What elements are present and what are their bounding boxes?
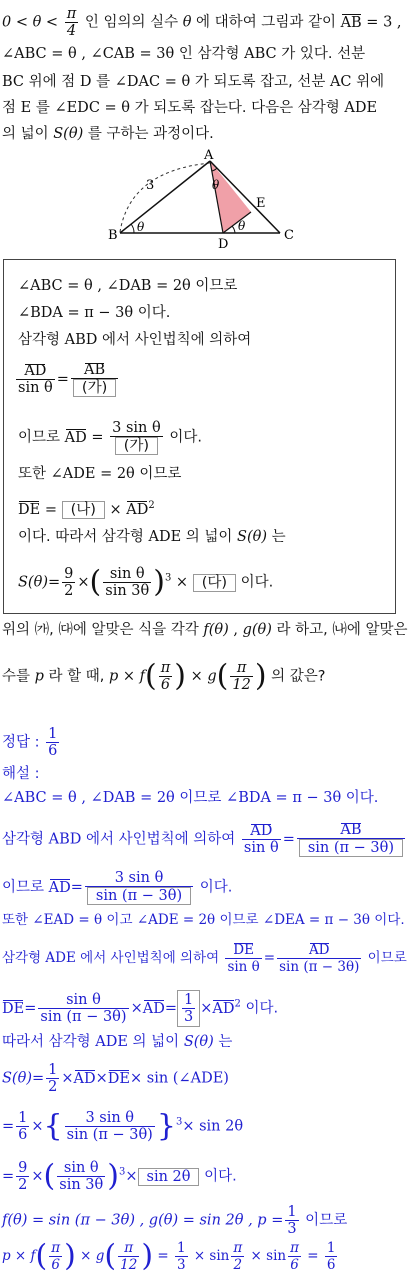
answer-label: 정답 : xyxy=(2,734,40,751)
text: 를 구하는 과정이다. xyxy=(83,126,214,142)
angle-arc-b xyxy=(131,224,134,233)
times: × xyxy=(77,574,90,591)
frac-num: π xyxy=(66,6,77,22)
text: 라 하고, ㈏에 알맞은 xyxy=(271,622,408,638)
frac-num: 1 xyxy=(176,1240,186,1256)
label-length-3: 3 xyxy=(146,178,155,193)
text: 는 xyxy=(213,1034,233,1050)
f-theta: f(θ) xyxy=(203,622,229,638)
angle-dea: ∠DEA = π − 3θ xyxy=(262,912,371,928)
question-line-1 xyxy=(2,620,408,640)
text: 수를 xyxy=(2,668,35,685)
equals: = xyxy=(302,1248,323,1264)
theta-a: θ xyxy=(212,178,220,192)
frac-num: π xyxy=(230,660,252,677)
exponent: 3 xyxy=(118,1166,126,1178)
problem-line-4 xyxy=(2,98,377,118)
text: 이므로 xyxy=(190,278,238,294)
pi-over-6 xyxy=(49,1240,62,1273)
text: 위에 xyxy=(351,74,385,90)
frac-num: 1 xyxy=(184,992,194,1008)
text: 가 되도록 잡는다. 다음은 삼각형 xyxy=(130,100,345,116)
answer-box: sin 2θ xyxy=(138,1168,200,1186)
equals: = xyxy=(153,1248,173,1264)
area-function: S(θ) xyxy=(237,529,268,545)
times: × xyxy=(104,501,127,518)
angle-ead: ∠EAD = θ xyxy=(32,912,103,928)
angle-bda: ∠BDA = π − 3θ xyxy=(226,790,342,806)
sin-angle: × sin (∠ADE) xyxy=(130,1070,229,1087)
pi-over-6 xyxy=(159,660,173,693)
third xyxy=(175,1240,188,1273)
frac-num: 1 xyxy=(48,1062,58,1078)
definitions: f(θ) = sin (π − 3θ) , g(θ) = sin 2θ , p = xyxy=(2,1212,284,1229)
triangle-ade: ADE xyxy=(148,529,182,545)
exponent: 3 xyxy=(164,572,172,584)
triangle-abd: ABD xyxy=(48,831,82,848)
text: 삼각형 xyxy=(18,332,65,348)
frac-den: 12 xyxy=(232,677,251,693)
blank-ga: (가) xyxy=(115,437,158,455)
ratio-ab xyxy=(297,822,405,857)
problem-line-5 xyxy=(2,124,214,144)
segment-ad: AD xyxy=(64,429,87,446)
pi-over-12 xyxy=(118,1240,139,1273)
third xyxy=(285,1204,298,1237)
nine-halves xyxy=(16,1160,29,1193)
angle-ade: ∠ADE = 2θ xyxy=(136,912,216,928)
frac-num: 3 sin θ xyxy=(112,420,161,436)
area-function: S(θ) xyxy=(53,126,84,142)
text: 이다. xyxy=(195,879,233,896)
frac-num: sin θ xyxy=(103,566,151,583)
angle-condition: ∠ABC = θ , ∠CAB = 3θ xyxy=(2,46,175,62)
area-eq: S(θ)= xyxy=(18,574,61,591)
equals: = xyxy=(2,1118,15,1135)
box-line-1 xyxy=(18,276,237,296)
text: 의 넓이 xyxy=(2,126,54,142)
frac-den: sin θ xyxy=(243,840,279,856)
frac-num: π xyxy=(233,1240,243,1256)
frac-den: sin 3θ xyxy=(105,583,150,599)
equals: = xyxy=(40,501,62,518)
frac-num: sin θ xyxy=(57,1160,105,1177)
segment-ab: AB xyxy=(340,822,362,838)
frac-den: 3 xyxy=(184,1009,194,1025)
inequality: 0 < θ < xyxy=(2,14,59,31)
text: 이므로 xyxy=(134,466,182,482)
sixth xyxy=(16,1110,29,1143)
frac-den: 6 xyxy=(48,743,58,759)
angle-bda: ∠BDA = π − 3θ xyxy=(18,305,134,321)
text: 는 xyxy=(267,529,286,545)
segment-ad: AD xyxy=(250,823,273,839)
frac-den: sin (π − 3θ) xyxy=(40,1009,127,1025)
answer-value xyxy=(46,726,59,759)
theta-b: θ xyxy=(137,220,145,234)
text: 가 있다. 선분 xyxy=(276,46,366,62)
triangle-ade: ADE xyxy=(344,100,378,116)
segment-ad: AD xyxy=(73,1070,96,1087)
solution-line-12: p × f( $\frac{\pi}{6}$ ) × g( $\frac{\pi}{12}$ ) = $\frac{1}{3}$ × sin $\frac{\pi}{2}$ × sin $\frac{\pi}{6}$ = $\frac{1}{6}$ xyxy=(2,1238,336,1274)
triangle-name: ABC xyxy=(244,46,277,62)
exponent: 3 xyxy=(175,1116,183,1128)
ratio-ad-sin xyxy=(16,363,55,396)
solution-line-4 xyxy=(2,910,405,930)
times: × xyxy=(171,574,193,591)
frac-num: 3 sin θ xyxy=(65,1110,155,1127)
text: 이다. xyxy=(236,574,274,591)
frac-den: 6 xyxy=(326,1257,336,1273)
label-d: D xyxy=(218,237,229,252)
frac-den: 6 xyxy=(18,1127,28,1143)
text: 의 값은? xyxy=(266,668,326,685)
text: 이다. 따라서 삼각형 xyxy=(18,529,149,545)
frac-den: sin θ xyxy=(18,380,53,396)
equals: = xyxy=(2,1168,15,1185)
theta-d: θ xyxy=(238,219,246,233)
blank-na: (나) xyxy=(62,501,105,519)
text: 이다. xyxy=(370,912,405,928)
pi-over-12 xyxy=(230,660,252,693)
point-d: D xyxy=(79,74,92,90)
text: 이므로 xyxy=(300,1212,348,1229)
frac-den: 2 xyxy=(48,1079,58,1095)
solution-line-5 xyxy=(2,942,407,975)
segment-ad: AD xyxy=(24,363,47,379)
text: 또한 xyxy=(18,466,51,482)
angle-arc-d xyxy=(232,226,235,233)
times-sin: × sin xyxy=(189,1248,230,1264)
segment-ad: AD xyxy=(212,1000,235,1017)
frac-den: 2 xyxy=(233,1257,243,1273)
triangle-ade: ADE xyxy=(45,950,76,966)
ad-value xyxy=(85,870,193,905)
text: 를 xyxy=(91,74,115,90)
box-line-6 xyxy=(18,464,181,484)
blank-ga: (가) xyxy=(73,379,116,397)
g-theta: g(θ) xyxy=(242,622,272,638)
times: × xyxy=(125,1168,138,1185)
equals: = xyxy=(164,1000,177,1017)
frac-den: sin (π − 3θ) xyxy=(66,1127,153,1143)
frac-num: π xyxy=(51,1240,61,1256)
frac-den: 3 xyxy=(176,1257,186,1273)
times: × xyxy=(200,1000,213,1017)
times: × xyxy=(31,1168,44,1185)
angle-ade: ∠ADE = 2θ xyxy=(50,466,135,482)
frac-den: 2 xyxy=(64,583,74,599)
frac-num: 9 xyxy=(64,566,74,582)
frac-num: 1 xyxy=(287,1204,297,1220)
box-line-2 xyxy=(18,303,170,323)
segment-ab: AB xyxy=(84,362,106,378)
segment-ac: AC xyxy=(329,74,352,90)
pi-over-2 xyxy=(231,1240,244,1273)
segment-bc: BC xyxy=(2,74,25,90)
solution-line-10: = $\frac{9}{2}$ ×( $\frac{\text{sin θ}}{\sin 3\theta}$ )$^3$× sin 2θ 이다. xyxy=(2,1158,237,1194)
times: × xyxy=(31,1118,44,1135)
text: 이다. xyxy=(341,790,379,806)
equals: = xyxy=(56,371,69,388)
area-function: S(θ) xyxy=(183,1034,214,1050)
times: × xyxy=(95,1070,108,1087)
frac-den: sin (π − 3θ) xyxy=(279,959,360,975)
segment-ad: AD xyxy=(48,879,71,896)
triangle-abd: ABD xyxy=(64,332,98,348)
label-b: B xyxy=(108,228,118,243)
segment-de: DE xyxy=(2,1000,25,1017)
times-g: × g xyxy=(75,1248,105,1264)
frac-num: 3 sin θ xyxy=(85,870,193,887)
sin-ratio xyxy=(57,1160,105,1193)
frac-den: 6 xyxy=(290,1257,299,1273)
answer-box: sin (π − 3θ) xyxy=(299,839,403,857)
ratio-ad xyxy=(242,823,281,856)
frac-den: 4 xyxy=(66,23,77,39)
text: 에서 사인법칙에 의하여 xyxy=(81,831,240,848)
side-ab xyxy=(120,161,210,233)
text: = 3 , xyxy=(361,14,402,31)
text: 이다. xyxy=(133,305,171,321)
answer-box: sin (π − 3θ) xyxy=(87,887,191,905)
solution-line-7 xyxy=(2,1032,232,1052)
text: 인 삼각형 xyxy=(174,46,245,62)
frac-num: 1 xyxy=(18,1110,28,1126)
frac-num: 1 xyxy=(48,726,58,742)
text: 이므로 xyxy=(2,879,49,896)
sin-ratio xyxy=(103,566,151,599)
times-sin: × sin xyxy=(246,1248,287,1264)
text: 위에 점 xyxy=(24,74,80,90)
solution-line-1 xyxy=(2,788,378,808)
solution-line-11 xyxy=(2,1204,347,1237)
equals: = xyxy=(24,1000,37,1017)
ad-fraction xyxy=(110,420,163,455)
frac-den: 2 xyxy=(18,1177,28,1193)
exponent: 2 xyxy=(148,500,155,511)
answer-line xyxy=(2,726,61,759)
angle-dac: ∠DAC = θ xyxy=(114,74,191,90)
triangle-figure xyxy=(0,148,400,253)
text: 가 되도록 잡고, 선분 xyxy=(190,74,330,90)
segment-ad: AD xyxy=(308,942,330,958)
text: 삼각형 xyxy=(2,950,46,966)
times: × xyxy=(130,1000,143,1017)
solution-line-2 xyxy=(2,822,407,857)
exponent: 2 xyxy=(234,998,241,1010)
half xyxy=(46,1062,59,1095)
text: 점 xyxy=(2,100,21,116)
label-a: A xyxy=(204,148,214,163)
text: 이다. xyxy=(199,1168,237,1185)
solution-line-9: = $\frac{1}{6}$ ×{ $\frac{\text{3 sin θ}}{\sin (\pi - 3\theta)}$ }$^3$× sin 2θ xyxy=(2,1108,244,1144)
frac-num: π xyxy=(290,1240,299,1256)
frac-num: 9 xyxy=(18,1160,28,1176)
text: 를 xyxy=(31,100,55,116)
solution-line-6 xyxy=(2,990,278,1027)
ratio-ab-blank xyxy=(71,362,118,397)
segment-ad: AD xyxy=(142,1000,165,1017)
frac-den: sin θ xyxy=(227,959,260,975)
blank-da: (다) xyxy=(193,574,236,592)
theta: θ xyxy=(182,14,192,31)
label-e: E xyxy=(256,196,266,211)
text: 위의 ㈎, ㈐에 알맞은 식을 각각 xyxy=(2,622,204,638)
times-g: × g xyxy=(186,668,217,685)
ad-expr xyxy=(65,1110,155,1143)
ratio-ad2 xyxy=(277,942,361,975)
text: 라 할 때, xyxy=(43,668,109,685)
frac-num: 1 xyxy=(326,1240,336,1256)
text: 또한 xyxy=(2,912,33,928)
text: 이므로 xyxy=(215,912,263,928)
equals: = xyxy=(70,879,83,896)
question-line-2: 수를 p 라 할 때, p × f( $\frac{\pi}{6}$ ) × g( $\frac{\pi}{12}$ ) 의 값은? xyxy=(2,658,326,694)
point-e: E xyxy=(20,100,32,116)
text: 이다. xyxy=(240,1000,279,1017)
box-line-5 xyxy=(18,420,202,455)
text: 에서 사인법칙에 의하여 xyxy=(97,332,252,348)
text: 인 임의의 실수 xyxy=(80,14,183,31)
frac-den: 3 xyxy=(287,1221,297,1237)
text: 이므로 xyxy=(363,950,407,966)
segment-de: DE xyxy=(18,501,41,518)
frac-num: π xyxy=(160,660,171,676)
pi-over-4 xyxy=(65,6,79,39)
text: 에서 사인법칙에 의하여 xyxy=(75,950,224,966)
times-sin2: × sin 2θ xyxy=(182,1118,244,1135)
angle-info: ∠ABC = θ , ∠DAB = 2θ xyxy=(18,278,191,294)
text: 이므로 xyxy=(174,790,227,806)
label-c: C xyxy=(284,228,294,243)
angle-edc: ∠EDC = θ xyxy=(54,100,131,116)
segment-de: DE xyxy=(233,942,254,958)
equals: = xyxy=(86,429,109,446)
text: 의 넓이 xyxy=(127,1034,184,1050)
box-line-9: S(θ)= $\frac{9}{2}$ ×( $\frac{\text{sin θ}}{\sin 3\theta}$ )$^3$ × (다) 이다. xyxy=(18,564,274,600)
equals: = xyxy=(263,950,276,966)
frac-den: 6 xyxy=(51,1257,60,1273)
frac-den: 6 xyxy=(160,677,171,693)
triangle-ade: ADE xyxy=(95,1034,128,1050)
text: 의 넓이 xyxy=(181,529,238,545)
nine-halves xyxy=(62,566,75,599)
text: , xyxy=(228,622,243,638)
box-line-7 xyxy=(18,496,155,520)
text: 에 대하여 그림과 같이 xyxy=(191,14,341,31)
segment-de: DE xyxy=(107,1070,131,1087)
box-line-4 xyxy=(14,362,120,397)
frac-den: 12 xyxy=(120,1257,138,1273)
pi-over-6 xyxy=(288,1240,301,1273)
de-ratio xyxy=(38,992,128,1025)
frac-num: sin θ xyxy=(38,992,128,1009)
segment-ab: AB xyxy=(340,14,362,31)
box-line-3 xyxy=(18,330,251,350)
solution-line-3 xyxy=(2,870,232,905)
equals: = xyxy=(282,831,295,848)
p-times-f: p × f xyxy=(109,668,146,685)
solution-line-8 xyxy=(2,1062,229,1095)
frac-den: sin 3θ xyxy=(59,1177,104,1193)
problem-line-3 xyxy=(2,72,384,92)
text: 이다. xyxy=(164,429,202,446)
text: 해설 : xyxy=(2,766,40,782)
ratio-de xyxy=(225,942,261,975)
problem-line-2 xyxy=(2,44,365,64)
answer-box-third xyxy=(177,990,200,1027)
angles: ∠ABC = θ , ∠DAB = 2θ xyxy=(2,790,175,806)
segment-ad: AD xyxy=(126,501,149,518)
frac-num: π xyxy=(118,1240,139,1257)
box-line-8 xyxy=(18,527,286,547)
area-eq: S(θ)= xyxy=(2,1070,45,1087)
text: 이므로 xyxy=(18,429,65,446)
times: × xyxy=(61,1070,74,1087)
text: 이고 xyxy=(102,912,137,928)
problem-line-1 xyxy=(2,6,402,39)
p-times-f: p × f xyxy=(2,1248,36,1264)
text: 삼각형 xyxy=(2,831,49,848)
text: 따라서 삼각형 xyxy=(2,1034,96,1050)
final-answer xyxy=(325,1240,338,1273)
explanation-label xyxy=(2,764,40,784)
p-var: p xyxy=(34,668,44,685)
